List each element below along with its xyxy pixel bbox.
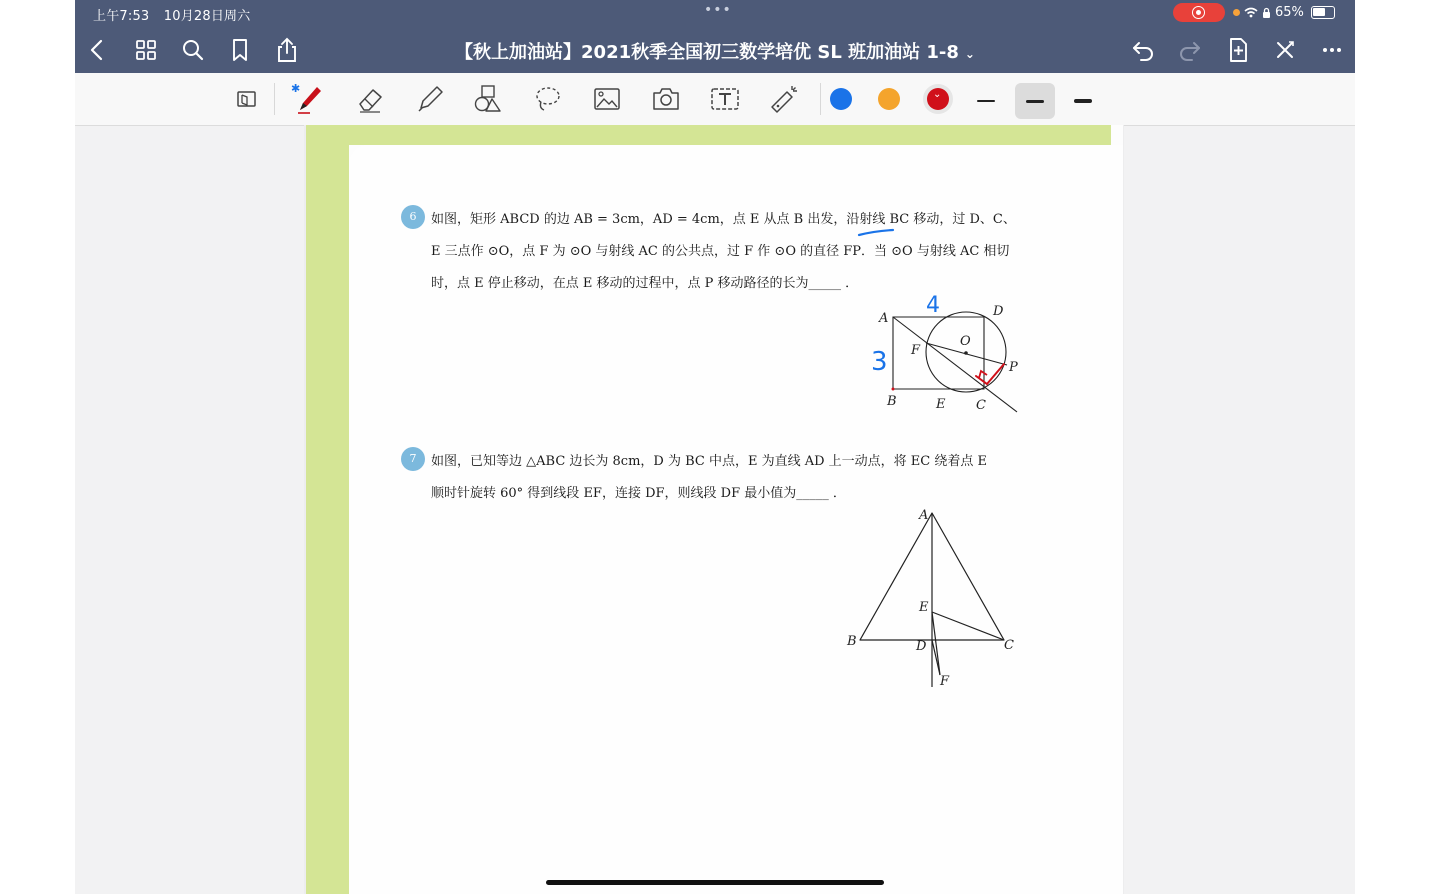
redo-icon[interactable]: [1176, 36, 1204, 64]
status-date: 10月28日周六: [163, 9, 251, 24]
read-mode-icon[interactable]: [227, 81, 267, 117]
ipad-screen: [75, 0, 1355, 894]
image-icon[interactable]: [587, 81, 627, 117]
shapes-icon[interactable]: [469, 81, 509, 117]
page-content: [349, 145, 1123, 894]
page-top-strip: [306, 125, 1111, 145]
point-label-a: A: [879, 311, 889, 326]
laser-pointer-icon[interactable]: [764, 81, 804, 117]
point-label-e: E: [936, 397, 946, 412]
wifi-icon: [1244, 7, 1258, 18]
point-label-b: B: [887, 394, 897, 409]
question-text-line: 如图，矩形 ABCD 的边 AB = 3cm，AD = 4cm，点 E 从点 B 出发，沿射线 BC 移动，过 D、C、: [431, 212, 1016, 227]
point-label-b: B: [847, 634, 857, 649]
text-icon[interactable]: [705, 81, 745, 117]
pen-icon[interactable]: [289, 81, 329, 117]
point-label-f: F: [940, 674, 950, 689]
point-label-c: C: [1004, 638, 1014, 653]
color-swatch-red[interactable]: [927, 88, 949, 110]
undo-icon[interactable]: [1129, 36, 1157, 64]
stroke-thin[interactable]: [966, 83, 1006, 119]
lock-rotation-icon: [1262, 7, 1271, 19]
top-navigation-bar: [75, 0, 1355, 73]
question-text-line: 时，点 E 停止移动，在点 E 移动的过程中，点 P 移动路径的长为_____ ．: [431, 276, 859, 291]
rectangle-circle-figure: [861, 287, 1031, 412]
close-tools-icon[interactable]: [1271, 36, 1299, 64]
question-number-badge: 6: [401, 205, 425, 229]
point-label-f: F: [911, 343, 921, 358]
color-swatch-blue[interactable]: [830, 88, 852, 110]
status-bar-left: [93, 5, 260, 24]
question-number-badge: 7: [401, 447, 425, 471]
color-swatch-orange[interactable]: [878, 88, 900, 110]
point-label-o: O: [960, 334, 971, 349]
handwritten-four: 4: [926, 293, 940, 318]
point-label-c: C: [976, 398, 986, 413]
svg-text:✱: ✱: [291, 82, 301, 95]
document-title[interactable]: [75, 38, 1355, 64]
toolbar-divider: [274, 83, 275, 115]
eraser-icon[interactable]: [351, 81, 391, 117]
screen-recording-indicator[interactable]: [1173, 3, 1225, 22]
multitasking-dots[interactable]: •••: [704, 2, 732, 18]
status-bar-right: [1233, 5, 1335, 20]
document-page[interactable]: [306, 125, 1123, 894]
battery-percent: 65%: [1275, 5, 1304, 20]
stroke-medium[interactable]: [1015, 83, 1055, 119]
point-label-a: A: [919, 508, 929, 523]
status-time: 上午7:53: [93, 9, 150, 24]
question-text-line: 如图，已知等边 △ABC 边长为 8cm，D 为 BC 中点，E 为直线 AD 上一动点，将 EC 绕着点 E: [431, 454, 987, 469]
triangle-figure: [844, 507, 1024, 692]
document-title-text: 【秋上加油站】2021秋季全国初三数学培优 SL 班加油站 1-8: [455, 42, 959, 63]
highlighter-icon[interactable]: [410, 81, 450, 117]
add-page-icon[interactable]: [1224, 36, 1252, 64]
annotation-toolbar: [75, 73, 1355, 126]
question-text-line: E 三点作 ⊙O，点 F 为 ⊙O 与射线 AC 的公共点，过 F 作 ⊙O 的直径 FP．当 ⊙O 与射线 AC 相切: [431, 244, 1010, 259]
handwritten-three: 3: [871, 347, 888, 377]
point-label-d: D: [993, 304, 1004, 319]
more-icon[interactable]: [1318, 36, 1346, 64]
battery-icon: [1311, 6, 1335, 19]
point-label-p: P: [1009, 360, 1018, 375]
page-margin-strip: [306, 125, 349, 894]
handwritten-underline: [857, 228, 897, 238]
stroke-thick[interactable]: [1063, 83, 1103, 119]
camera-icon[interactable]: [646, 81, 686, 117]
lasso-icon[interactable]: [528, 81, 568, 117]
question-text-line: 顺时针旋转 60° 得到线段 EF，连接 DF，则线段 DF 最小值为_____ ．: [431, 486, 846, 501]
point-label-d: D: [916, 639, 927, 654]
home-indicator[interactable]: [546, 880, 884, 885]
mic-indicator-icon: [1233, 9, 1240, 16]
toolbar-divider: [820, 83, 821, 115]
title-chevron-down-icon[interactable]: ⌄: [964, 47, 975, 61]
point-label-e: E: [919, 600, 929, 615]
